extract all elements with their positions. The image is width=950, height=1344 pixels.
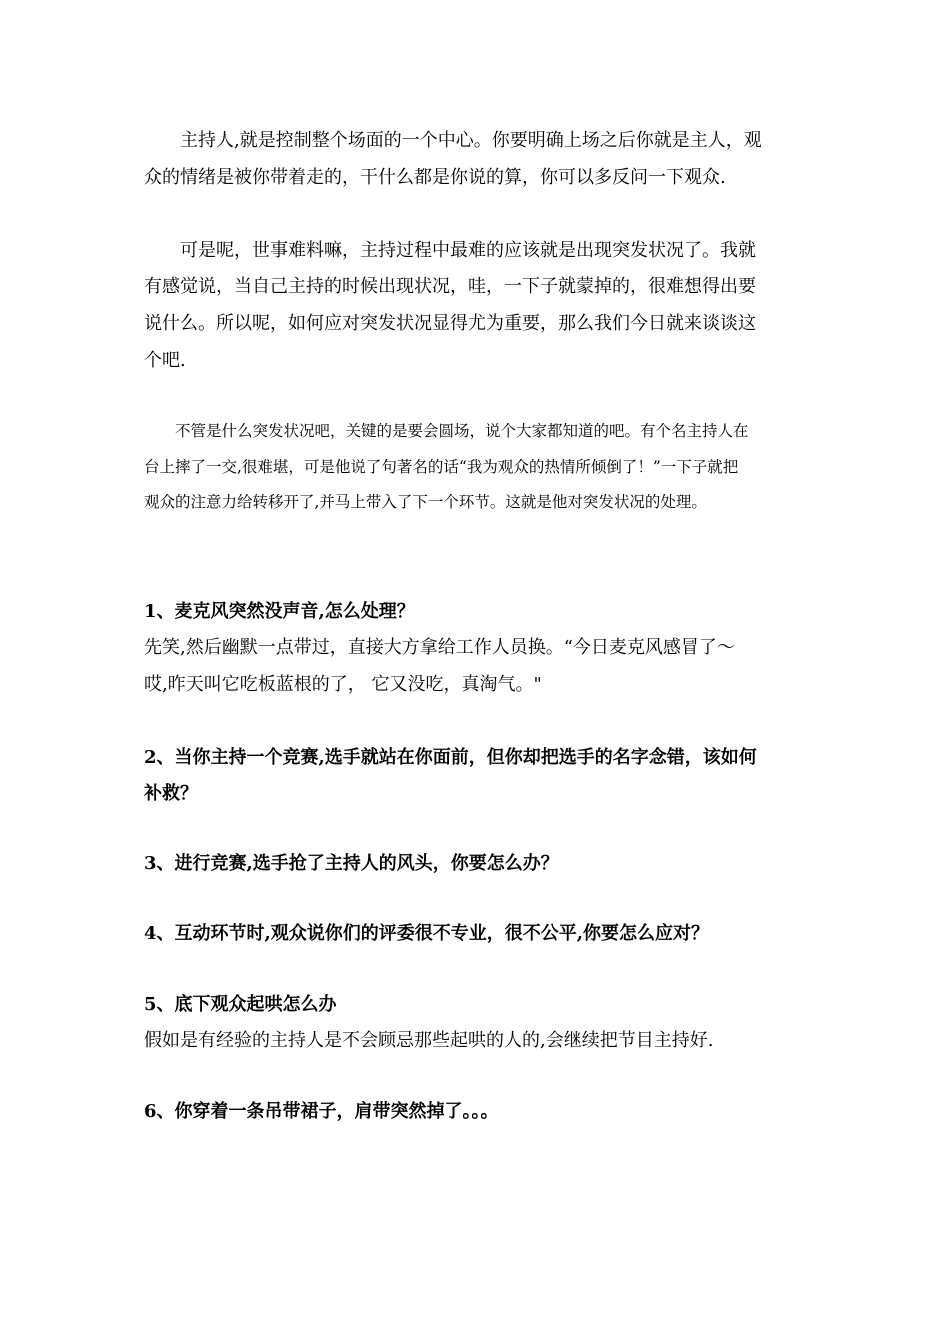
question-title: 6、你穿着一条吊带裙子，肩带突然掉了。。。 [144,1101,499,1122]
paragraph-line: 台上摔了一交,很难堪，可是他说了句著名的话“我为观众的热情所倾倒了！”一下子就把 [144,458,739,476]
paragraph-line: 众的情绪是被你带着走的，干什么都是你说的算，你可以多反问一下观众. [144,167,726,188]
question-title: 3、进行竞赛,选手抢了主持人的风头，你要怎么办？ [144,853,559,874]
paragraph-line: 不管是什么突发状况吧，关键的是要会圆场，说个大家都知道的吧。有个名主持人在 [144,422,749,440]
question-answer: 先笑,然后幽默一点带过，直接大方拿给工作人员换。“今日麦克风感冒了～ [144,637,735,658]
paragraph-line: 有感觉说，当自己主持的时候出现状况，哇，一下子就蒙掉的，很难想得出要 [144,276,756,297]
question-title: 2、当你主持一个竞赛,选手就站在你面前，但你却把选手的名字念错，该如何 [144,747,757,768]
question-title: 补救？ [144,783,198,804]
question-answer: 哎,昨天叫它吃板蓝根的了， 它又没吃，真淘气。" [144,674,542,695]
question-answer: 假如是有经验的主持人是不会顾忌那些起哄的人的,会继续把节目主持好. [144,1030,714,1051]
paragraph-line: 可是呢，世事难料嘛，主持过程中最难的应该就是出现突发状况了。我就 [144,240,756,261]
question-title: 4、互动环节时,观众说你们的评委很不专业，很不公平,你要怎么应对？ [144,923,710,944]
paragraph-line: 个吧. [144,350,186,371]
paragraph-line: 主持人,就是控制整个场面的一个中心。你要明确上场之后你就是主人，观 [144,130,762,151]
paragraph-line: 观众的注意力给转移开了,并马上带入了下一个环节。这就是他对突发状况的处理。 [144,493,707,511]
question-title: 1、麦克风突然没声音,怎么处理？ [144,601,415,622]
question-title: 5、底下观众起哄怎么办 [144,994,337,1015]
paragraph-line: 说什么。所以呢，如何应对突发状况显得尤为重要，那么我们今日就来谈谈这 [144,313,756,334]
